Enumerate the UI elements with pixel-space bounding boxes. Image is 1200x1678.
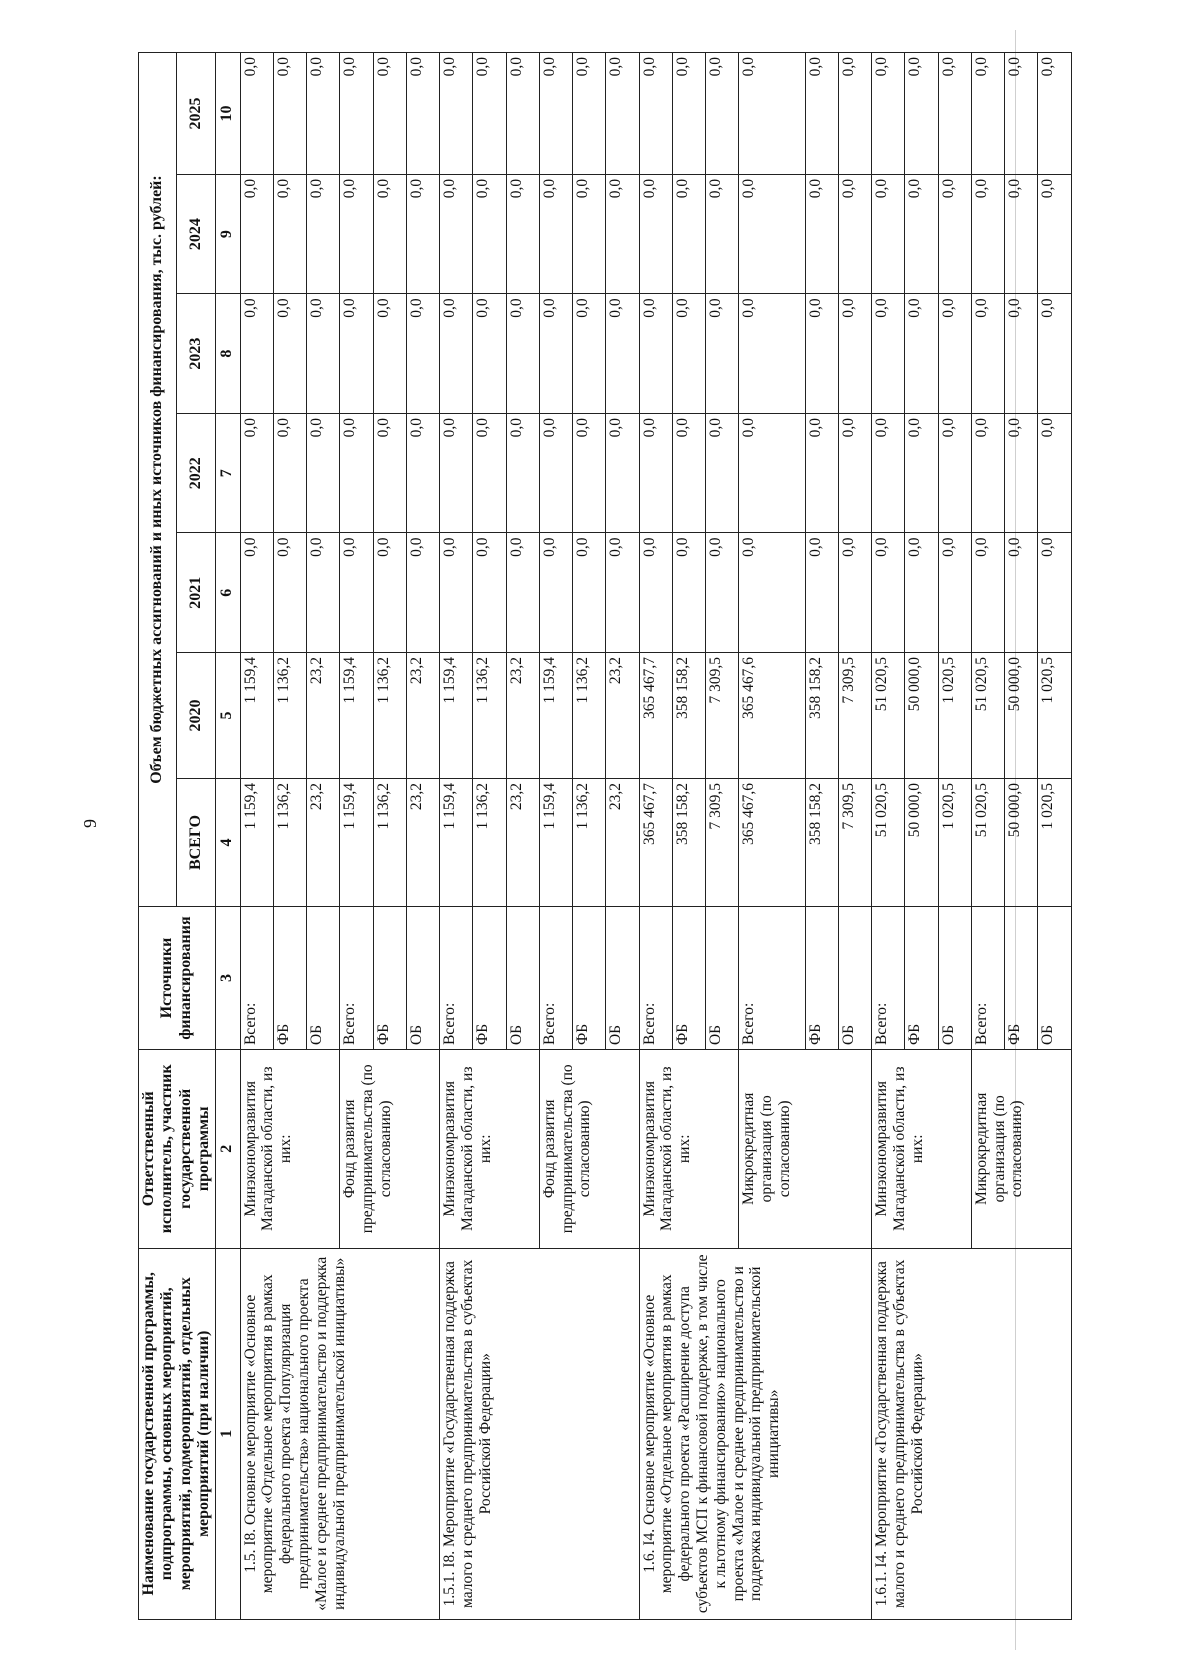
amount-cell: 50 000,0 (905, 778, 938, 906)
amount-cell: 0,0 (506, 294, 539, 414)
amount-cell: 0,0 (273, 174, 306, 294)
column-index: 3 (215, 907, 240, 1050)
funding-source-cell: Всего: (440, 907, 473, 1050)
amount-cell: 0,0 (639, 174, 672, 294)
funding-source-cell: Всего: (539, 907, 572, 1050)
amount-cell: 0,0 (739, 294, 805, 414)
amount-cell: 0,0 (1038, 294, 1072, 414)
amount-cell: 0,0 (1005, 174, 1038, 294)
amount-cell: 0,0 (905, 294, 938, 414)
amount-cell: 0,0 (838, 294, 871, 414)
amount-cell: 23,2 (606, 778, 639, 906)
header-responsible: Ответственный исполнитель, участник государственной программы (139, 1050, 216, 1249)
header-year: 2024 (177, 174, 215, 294)
amount-cell: 23,2 (307, 653, 340, 779)
amount-cell: 0,0 (240, 413, 273, 533)
amount-cell: 0,0 (938, 413, 971, 533)
responsible-cell: Фонд развития предпринимательства (по согласованию) (539, 1050, 639, 1249)
amount-cell: 358 158,2 (672, 653, 705, 779)
amount-cell: 0,0 (872, 533, 905, 653)
header-year: 2020 (177, 653, 215, 779)
activity-name-cell: 1.6.1. I4. Мероприятие «Государственная поддержка малого и среднего предпринимательства в субъектах Российской Федерации» (872, 1248, 1072, 1619)
funding-source-cell: ФБ (672, 907, 705, 1050)
table-body (240, 53, 1071, 1620)
amount-cell: 0,0 (307, 294, 340, 414)
amount-cell: 51 020,5 (872, 778, 905, 906)
amount-cell: 1 020,5 (938, 778, 971, 906)
amount-cell: 0,0 (539, 533, 572, 653)
amount-cell: 0,0 (805, 174, 838, 294)
funding-source-cell: ФБ (473, 907, 506, 1050)
amount-cell: 1 136,2 (373, 653, 406, 779)
amount-cell: 0,0 (938, 174, 971, 294)
amount-cell: 0,0 (373, 533, 406, 653)
responsible-cell: Микрокредитная организация (по согласованию) (739, 1050, 872, 1249)
amount-cell: 0,0 (739, 53, 805, 175)
amount-cell: 0,0 (340, 53, 373, 175)
column-index: 1 (215, 1248, 240, 1619)
amount-cell: 0,0 (1005, 533, 1038, 653)
amount-cell: 0,0 (473, 294, 506, 414)
amount-cell: 358 158,2 (805, 653, 838, 779)
amount-cell: 1 020,5 (938, 653, 971, 779)
amount-cell: 0,0 (273, 53, 306, 175)
funding-source-cell: Всего: (240, 907, 273, 1050)
funding-source-cell: ФБ (905, 907, 938, 1050)
amount-cell: 23,2 (506, 778, 539, 906)
column-index: 2 (215, 1050, 240, 1249)
amount-cell: 0,0 (872, 53, 905, 175)
column-index: 7 (215, 413, 240, 533)
amount-cell: 0,0 (307, 413, 340, 533)
amount-cell: 0,0 (1005, 53, 1038, 175)
amount-cell: 0,0 (406, 174, 439, 294)
amount-cell: 50 000,0 (1005, 778, 1038, 906)
amount-cell: 7 309,5 (706, 653, 739, 779)
activity-name-cell: 1.5. I8. Основное мероприятие «Основное мероприятие «Отдельное мероприятия в рамках федерального проекта «Популяризация предпринимательства» национального проекта «Малое и среднее предпринимательство и поддержка индивидуальной предпринимательской инициативы» (240, 1248, 440, 1619)
amount-cell: 51 020,5 (971, 653, 1004, 779)
header-funding-volume: Объем бюджетных ассигнований и иных источников финансирования, тыс. рублей: (139, 53, 177, 907)
column-index: 4 (215, 778, 240, 906)
funding-source-cell: ОБ (838, 907, 871, 1050)
amount-cell: 1 159,4 (440, 778, 473, 906)
amount-cell: 365 467,6 (739, 778, 805, 906)
amount-cell: 0,0 (971, 294, 1004, 414)
amount-cell: 0,0 (1005, 413, 1038, 533)
funding-source-cell: ОБ (1038, 907, 1072, 1050)
amount-cell: 0,0 (573, 533, 606, 653)
amount-cell: 0,0 (672, 174, 705, 294)
amount-cell: 1 136,2 (273, 653, 306, 779)
amount-cell: 7 309,5 (838, 778, 871, 906)
amount-cell: 365 467,7 (639, 778, 672, 906)
amount-cell: 0,0 (373, 174, 406, 294)
amount-cell: 1 159,4 (240, 653, 273, 779)
amount-cell: 0,0 (938, 294, 971, 414)
amount-cell: 0,0 (573, 294, 606, 414)
amount-cell: 0,0 (838, 174, 871, 294)
header-row-1 (139, 53, 177, 1620)
amount-cell: 0,0 (506, 174, 539, 294)
amount-cell: 0,0 (672, 413, 705, 533)
amount-cell: 0,0 (340, 413, 373, 533)
amount-cell: 0,0 (406, 294, 439, 414)
header-year: 2023 (177, 294, 215, 414)
amount-cell: 0,0 (440, 413, 473, 533)
activity-name-cell: 1.6. I4. Основное мероприятие «Основное мероприятие «Отдельное мероприятия в рамках федерального проекта «Расширение доступа субъектов МСП к финансовой поддержке, в том числе к льготному финансированию» национального проекта «Малое и среднее предпринимательство и поддержка индивидуальной предпринимательской инициативы» (639, 1248, 871, 1619)
amount-cell: 0,0 (805, 413, 838, 533)
header-sources: Источники финансирования (139, 907, 216, 1050)
table-row (872, 53, 905, 1620)
column-index: 9 (215, 174, 240, 294)
amount-cell: 1 020,5 (1038, 778, 1072, 906)
amount-cell: 0,0 (938, 53, 971, 175)
amount-cell: 365 467,6 (739, 653, 805, 779)
amount-cell: 1 136,2 (273, 778, 306, 906)
amount-cell: 365 467,7 (639, 653, 672, 779)
amount-cell: 0,0 (1038, 533, 1072, 653)
amount-cell: 23,2 (307, 778, 340, 906)
financing-table (138, 52, 1072, 1620)
amount-cell: 23,2 (606, 653, 639, 779)
amount-cell: 358 158,2 (805, 778, 838, 906)
amount-cell: 0,0 (1005, 294, 1038, 414)
amount-cell: 0,0 (240, 533, 273, 653)
amount-cell: 0,0 (573, 53, 606, 175)
header-program-name: Наименование государственной программы, подпрограммы, основных мероприятий, мероприятий, подмероприятий, отдельных мероприятий (при наличии) (139, 1248, 216, 1619)
responsible-cell: Микрокредитная организация (по согласованию) (971, 1050, 1071, 1249)
funding-source-cell: ОБ (606, 907, 639, 1050)
responsible-cell: Минэкономразвития Магаданской области, из них: (639, 1050, 739, 1249)
funding-source-cell: ОБ (506, 907, 539, 1050)
amount-cell: 1 159,4 (240, 778, 273, 906)
amount-cell: 0,0 (307, 174, 340, 294)
amount-cell: 0,0 (573, 174, 606, 294)
amount-cell: 0,0 (706, 413, 739, 533)
amount-cell: 0,0 (340, 294, 373, 414)
amount-cell: 0,0 (639, 294, 672, 414)
amount-cell: 0,0 (838, 413, 871, 533)
amount-cell: 0,0 (971, 533, 1004, 653)
amount-cell: 0,0 (473, 53, 506, 175)
amount-cell: 0,0 (473, 174, 506, 294)
responsible-cell: Минэкономразвития Магаданской области, из них: (872, 1050, 972, 1249)
amount-cell: 0,0 (606, 533, 639, 653)
header-year: ВСЕГО (177, 778, 215, 906)
header-index-row (215, 53, 240, 1620)
funding-source-cell: Всего: (739, 907, 805, 1050)
amount-cell: 0,0 (606, 53, 639, 175)
amount-cell: 0,0 (539, 53, 572, 175)
amount-cell: 0,0 (606, 294, 639, 414)
column-index: 8 (215, 294, 240, 414)
amount-cell: 0,0 (440, 533, 473, 653)
amount-cell: 0,0 (273, 533, 306, 653)
funding-source-cell: ОБ (406, 907, 439, 1050)
table-row (440, 53, 473, 1620)
page-number: 9 (80, 819, 100, 828)
amount-cell: 0,0 (606, 413, 639, 533)
amount-cell: 0,0 (539, 413, 572, 533)
amount-cell: 0,0 (706, 294, 739, 414)
funding-source-cell: ФБ (573, 907, 606, 1050)
amount-cell: 1 159,4 (539, 653, 572, 779)
header-year: 2025 (177, 53, 215, 175)
amount-cell: 1 159,4 (340, 778, 373, 906)
amount-cell: 0,0 (706, 53, 739, 175)
amount-cell: 0,0 (1038, 413, 1072, 533)
amount-cell: 0,0 (739, 413, 805, 533)
amount-cell: 0,0 (905, 533, 938, 653)
amount-cell: 358 158,2 (672, 778, 705, 906)
responsible-cell: Минэкономразвития Магаданской области, из них: (240, 1050, 340, 1249)
amount-cell: 0,0 (340, 533, 373, 653)
funding-source-cell: ОБ (706, 907, 739, 1050)
amount-cell: 0,0 (606, 174, 639, 294)
amount-cell: 0,0 (639, 53, 672, 175)
amount-cell: 0,0 (672, 53, 705, 175)
activity-name-cell: 1.5.1. I8. Мероприятие «Государственная поддержка малого и среднего предпринимательства в субъектах Российской Федерации» (440, 1248, 640, 1619)
amount-cell: 0,0 (1038, 53, 1072, 175)
amount-cell: 0,0 (838, 53, 871, 175)
amount-cell: 0,0 (273, 413, 306, 533)
amount-cell: 0,0 (706, 174, 739, 294)
funding-source-cell: ФБ (373, 907, 406, 1050)
amount-cell: 0,0 (473, 413, 506, 533)
amount-cell: 0,0 (440, 174, 473, 294)
column-index: 10 (215, 53, 240, 175)
amount-cell: 1 020,5 (1038, 653, 1072, 779)
amount-cell: 0,0 (273, 294, 306, 414)
amount-cell: 0,0 (639, 413, 672, 533)
amount-cell: 51 020,5 (872, 653, 905, 779)
funding-source-cell: ФБ (805, 907, 838, 1050)
amount-cell: 1 159,4 (340, 653, 373, 779)
amount-cell: 0,0 (240, 174, 273, 294)
column-index: 5 (215, 653, 240, 779)
amount-cell: 0,0 (905, 174, 938, 294)
amount-cell: 0,0 (838, 533, 871, 653)
amount-cell: 0,0 (905, 53, 938, 175)
amount-cell: 1 136,2 (573, 778, 606, 906)
amount-cell: 0,0 (473, 533, 506, 653)
amount-cell: 0,0 (805, 533, 838, 653)
amount-cell: 1 136,2 (373, 778, 406, 906)
amount-cell: 0,0 (938, 533, 971, 653)
column-index: 6 (215, 533, 240, 653)
amount-cell: 0,0 (406, 413, 439, 533)
amount-cell: 0,0 (373, 413, 406, 533)
amount-cell: 0,0 (739, 174, 805, 294)
amount-cell: 0,0 (706, 533, 739, 653)
table-row (639, 53, 672, 1620)
amount-cell: 0,0 (971, 174, 1004, 294)
table-row (240, 53, 273, 1620)
amount-cell: 0,0 (872, 294, 905, 414)
funding-source-cell: Всего: (971, 907, 1004, 1050)
amount-cell: 0,0 (506, 533, 539, 653)
amount-cell: 1 136,2 (473, 778, 506, 906)
funding-source-cell: Всего: (639, 907, 672, 1050)
amount-cell: 0,0 (440, 294, 473, 414)
header-year: 2022 (177, 413, 215, 533)
amount-cell: 0,0 (971, 53, 1004, 175)
funding-source-cell: ОБ (307, 907, 340, 1050)
amount-cell: 0,0 (905, 413, 938, 533)
amount-cell: 0,0 (506, 413, 539, 533)
amount-cell: 0,0 (805, 53, 838, 175)
funding-source-cell: ФБ (1005, 907, 1038, 1050)
funding-source-cell: ФБ (273, 907, 306, 1050)
amount-cell: 0,0 (240, 53, 273, 175)
amount-cell: 0,0 (440, 53, 473, 175)
amount-cell: 0,0 (340, 174, 373, 294)
amount-cell: 0,0 (539, 174, 572, 294)
amount-cell: 0,0 (971, 413, 1004, 533)
amount-cell: 1 136,2 (473, 653, 506, 779)
amount-cell: 0,0 (739, 533, 805, 653)
amount-cell: 0,0 (406, 533, 439, 653)
funding-source-cell: Всего: (340, 907, 373, 1050)
amount-cell: 23,2 (406, 653, 439, 779)
amount-cell: 0,0 (240, 294, 273, 414)
amount-cell: 0,0 (672, 294, 705, 414)
amount-cell: 50 000,0 (1005, 653, 1038, 779)
amount-cell: 0,0 (1038, 174, 1072, 294)
amount-cell: 0,0 (639, 533, 672, 653)
amount-cell: 23,2 (406, 778, 439, 906)
amount-cell: 1 136,2 (573, 653, 606, 779)
amount-cell: 0,0 (373, 53, 406, 175)
amount-cell: 0,0 (539, 294, 572, 414)
amount-cell: 0,0 (307, 53, 340, 175)
responsible-cell: Минэкономразвития Магаданской области, из них: (440, 1050, 540, 1249)
rotated-page (138, 52, 1057, 1620)
responsible-cell: Фонд развития предпринимательства (по согласованию) (340, 1050, 440, 1249)
funding-source-cell: ОБ (938, 907, 971, 1050)
amount-cell: 0,0 (406, 53, 439, 175)
amount-cell: 0,0 (672, 533, 705, 653)
amount-cell: 0,0 (573, 413, 606, 533)
amount-cell: 0,0 (805, 294, 838, 414)
amount-cell: 50 000,0 (905, 653, 938, 779)
amount-cell: 0,0 (373, 294, 406, 414)
amount-cell: 0,0 (307, 533, 340, 653)
amount-cell: 51 020,5 (971, 778, 1004, 906)
amount-cell: 7 309,5 (706, 778, 739, 906)
amount-cell: 1 159,4 (539, 778, 572, 906)
amount-cell: 23,2 (506, 653, 539, 779)
amount-cell: 7 309,5 (838, 653, 871, 779)
amount-cell: 1 159,4 (440, 653, 473, 779)
amount-cell: 0,0 (872, 174, 905, 294)
amount-cell: 0,0 (506, 53, 539, 175)
amount-cell: 0,0 (872, 413, 905, 533)
header-year: 2021 (177, 533, 215, 653)
funding-source-cell: Всего: (872, 907, 905, 1050)
